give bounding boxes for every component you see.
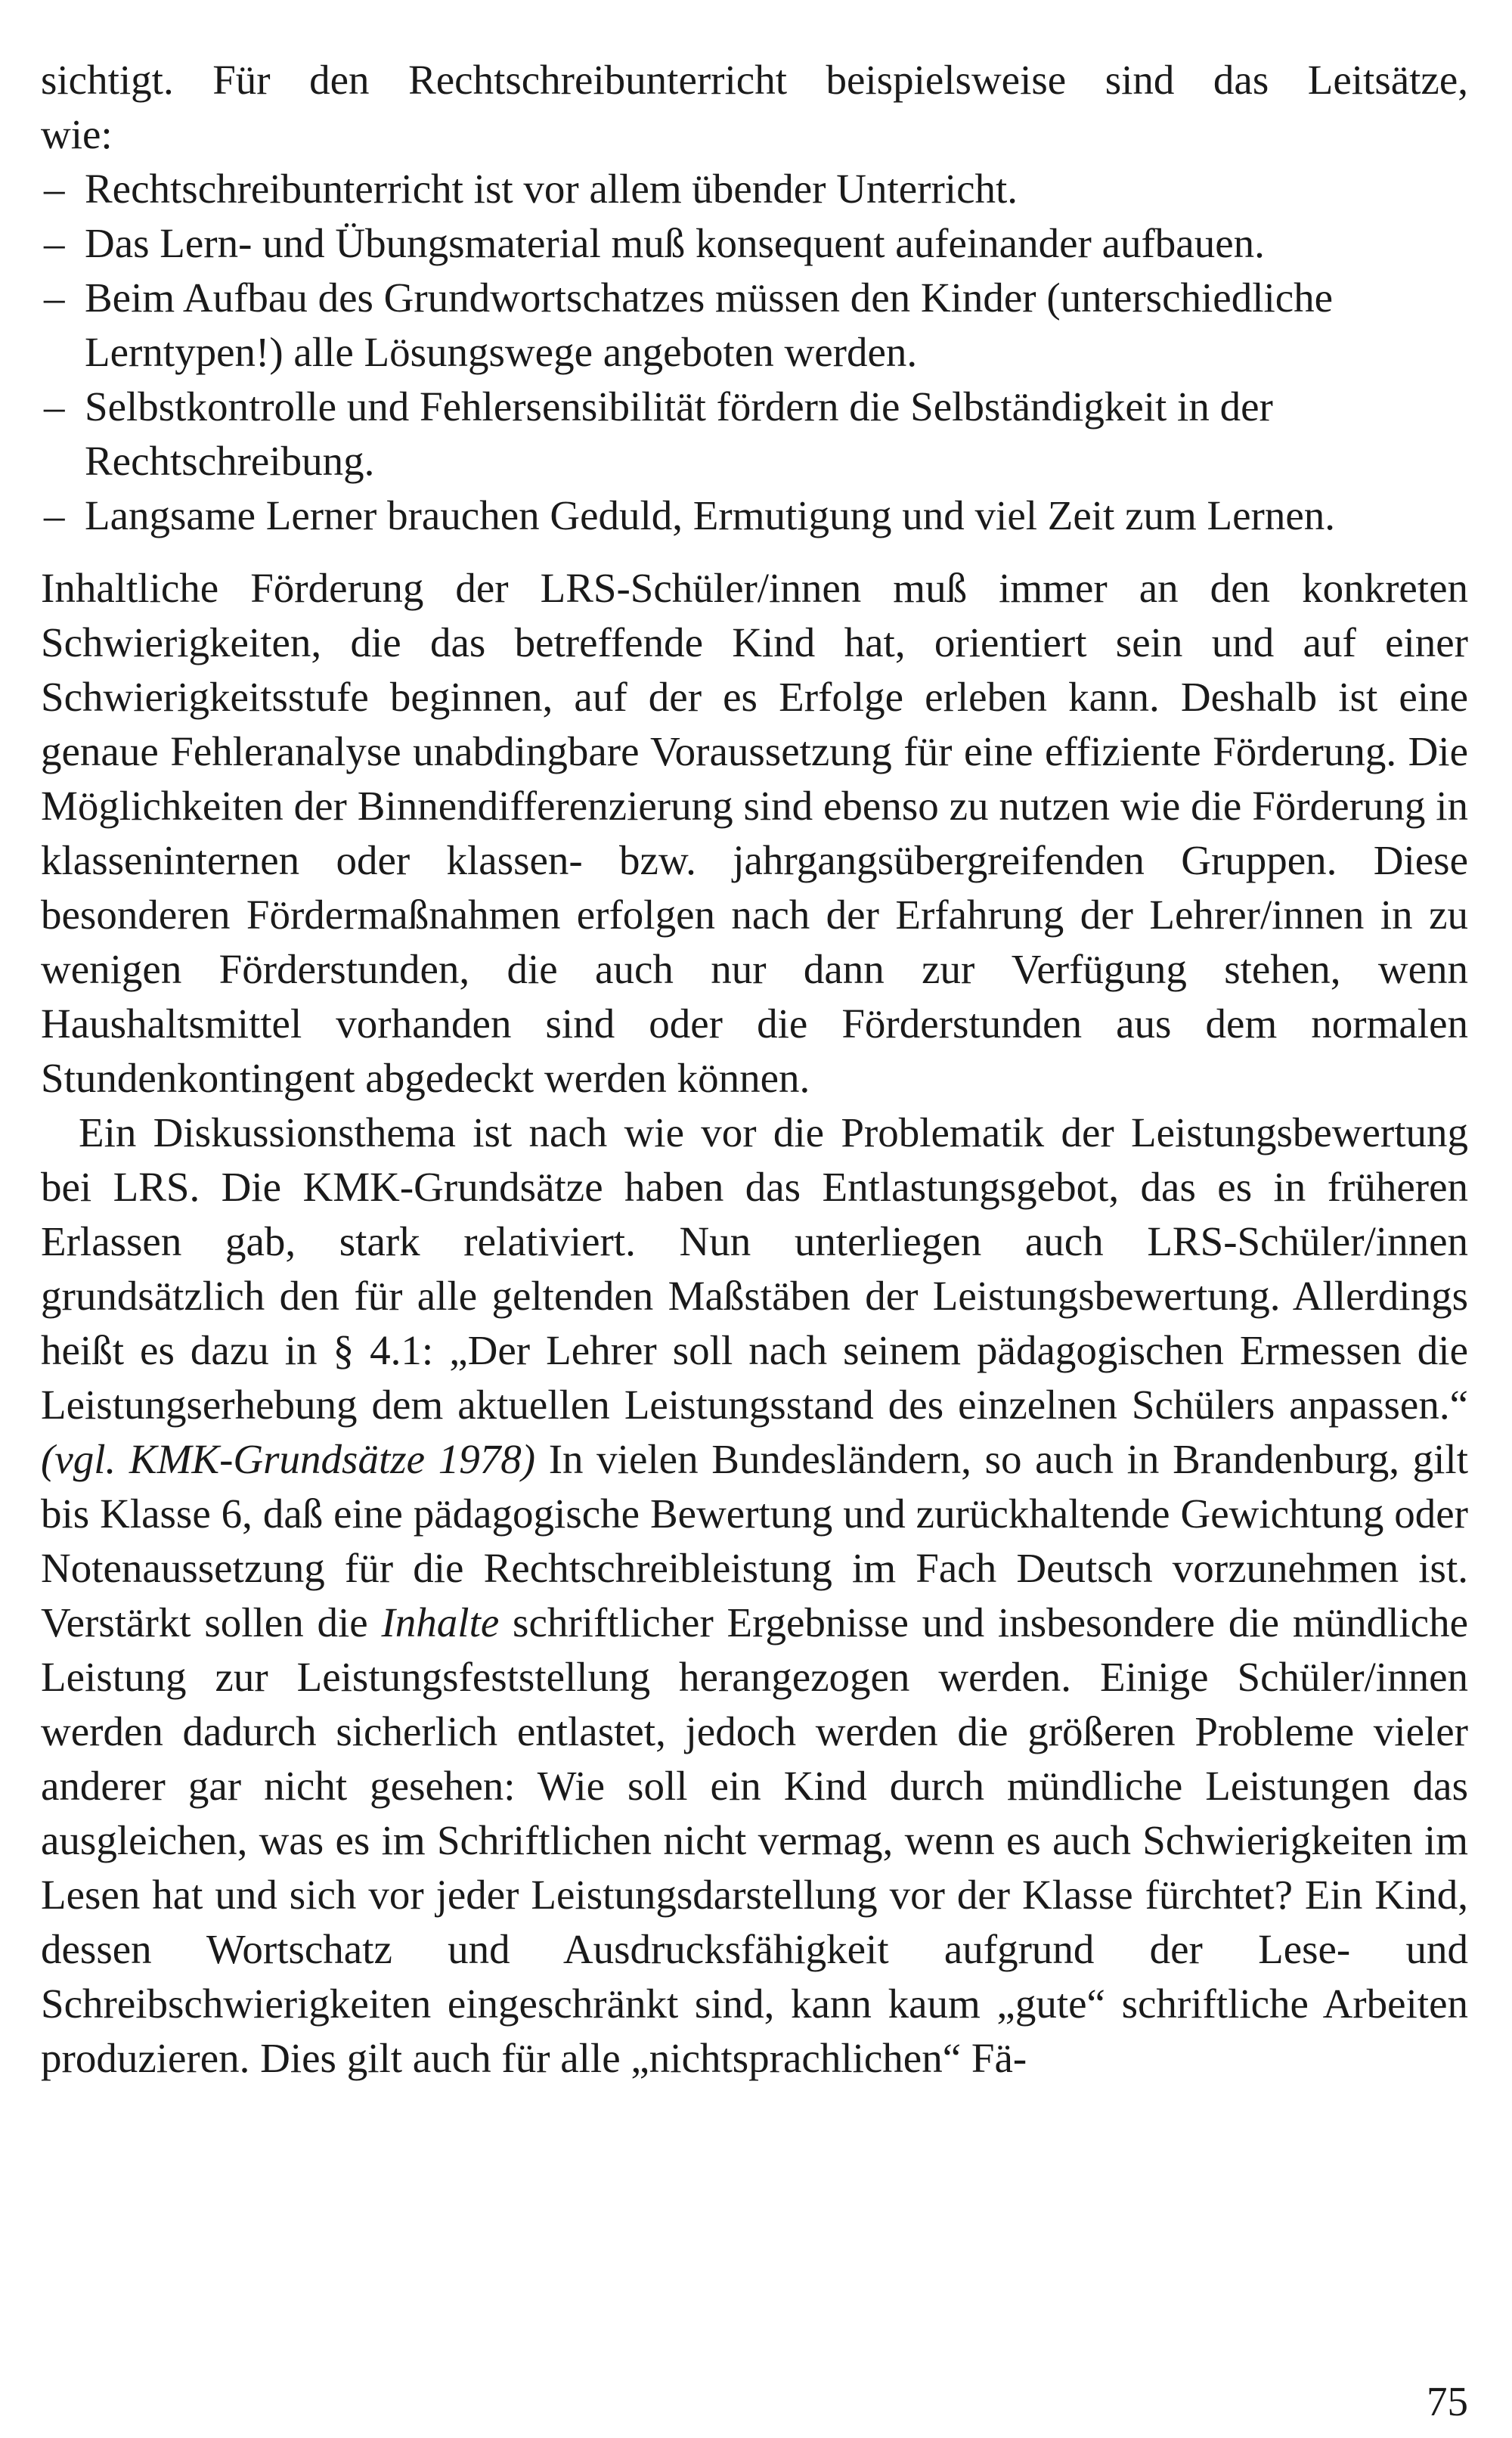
paragraph-foerderung: Inhaltliche Förderung der LRS-Schüler/innen muß immer an den konkreten Schwierigkeiten, die das betreffende Kind hat, orientiert sein und auf einer Schwierigkeitsstufe beginnen, auf der es Erfolge erleben kann. Deshalb ist eine genaue Fehleranalyse unabdingbare Voraussetzung für eine effiziente Förderung. Die Möglichkeiten der Binnendifferenzierung sind ebenso zu nutzen wie die Förderung in klasseninternen oder klassen- bzw. jahrgangsübergreifenden Gruppen. Diese besonderen Fördermaßnahmen erfolgen nach der Erfahrung der Lehrer/innen in zu wenigen Förderstunden, die auch nur dann zur Verfügung stehen, wenn Haushaltsmittel vorhanden sind oder die Förderstunden aus dem normalen Stundenkontingent abgedeckt werden können. (41, 565, 1468, 1101)
list-item-text: Beim Aufbau des Grundwortschatzes müssen den Kinder (unterschiedliche Lerntypen!) alle Lösungswege angeboten werden. (85, 275, 1334, 375)
paragraph-text: schriftlicher Ergebnisse und insbesondere die mündliche Leistung zur Leistungsfeststellung herangezogen werden. Einige Schüler/innen werden dadurch sicherlich entlastet, jedoch werden die größeren Probleme vieler anderer gar nicht gesehen: Wie soll ein Kind durch mündliche Leistungen das ausgleichen, was es im Schriftlichen nicht vermag, wenn es auch Schwierigkeiten im Lesen hat und sich vor jeder Leistungsdarstellung vor der Klasse fürchtet? Ein Kind, dessen Wortschatz und Ausdrucksfähigkeit aufgrund der Lese- und Schreibschwierigkeiten eingeschränkt sind, kann kaum „gute“ schriftliche Arbeiten produzieren. Dies gilt auch für alle „nichtsprachlichen“ Fä- (41, 1599, 1468, 2081)
paragraph-leistungsbewertung (41, 1106, 1468, 2086)
dash-bullet: – (44, 275, 65, 321)
list-item (41, 489, 1468, 543)
page-body (41, 53, 1468, 2086)
list-item-text: Das Lern- und Übungsmaterial muß konsequent aufeinander aufbauen. (85, 220, 1265, 266)
list-item-text: Selbstkontrolle und Fehlersensibilität fördern die Selbständigkeit in der Rechtschreibung. (85, 383, 1273, 484)
intro-line-1: sichtigt. Für den Rechtschreibunterricht beispielsweise sind das Leitsätze, (41, 57, 1468, 103)
dash-bullet: – (44, 166, 65, 212)
dash-bullet: – (44, 220, 65, 266)
dash-bullet: – (44, 492, 65, 538)
list-item-text: Langsame Lerner brauchen Geduld, Ermutigung und viel Zeit zum Lernen. (85, 492, 1336, 538)
list-item-text: Rechtschreibunterricht ist vor allem übender Unterricht. (85, 166, 1018, 212)
intro-line-2: wie: (41, 111, 113, 157)
list-item (41, 271, 1468, 380)
page-number: 75 (1427, 2378, 1468, 2424)
list-item (41, 380, 1468, 489)
list-item (41, 216, 1468, 271)
list-item (41, 162, 1468, 216)
guideline-list (41, 162, 1468, 543)
emphasis-inhalte: Inhalte (381, 1599, 500, 1645)
paragraph-text: In vielen Bundesländern, so auch in Brandenburg, gilt bis Klasse 6, daß eine pädagogische Bewertung und zurückhaltende Gewichtung oder Notenaussetzung für die Rechtschreibleistung im Fach Deutsch vorzunehmen ist. Verstärkt sollen die (41, 1436, 1468, 1645)
dash-bullet: – (44, 383, 65, 430)
paragraph-text: Ein Diskussionsthema ist nach wie vor die Problematik der Leistungsbewertung bei LRS. Die KMK-Grundsätze haben das Entlastungsgebot, das es in früheren Erlassen gab, stark relativiert. Nun unterliegen auch LRS-Schüler/innen grundsätzlich den für alle geltenden Maßstäben der Leistungsbewertung. Allerdings heißt es dazu in § 4.1: „Der Lehrer soll nach seinem pädagogischen Ermessen die Leistungserhebung dem aktuellen Leistungsstand des einzelnen Schülers anpassen.“ (41, 1109, 1468, 1428)
citation-kmk: (vgl. KMK-Grundsätze 1978) (41, 1436, 536, 1482)
